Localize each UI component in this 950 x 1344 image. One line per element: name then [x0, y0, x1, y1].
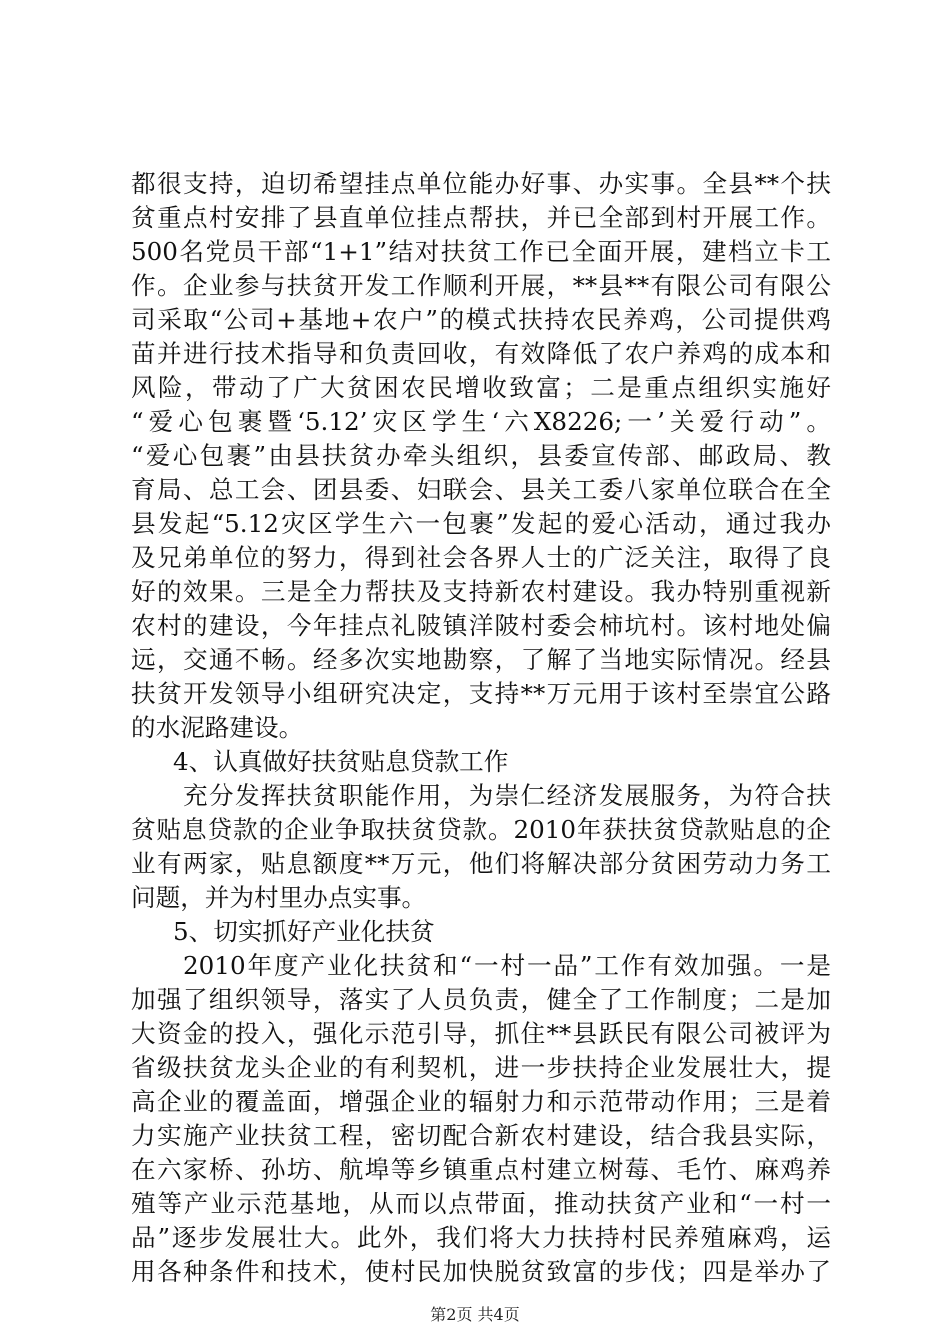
- section-heading: 4、认真做好扶贫贴息贷款工作: [173, 747, 509, 776]
- paragraph-line: 扶贫开发领导小组研究决定，支持**万元用于该村至崇宜公路: [131, 679, 831, 708]
- section-heading: 5、切实抓好产业化扶贫: [173, 917, 435, 946]
- paragraph-line: 贫重点村安排了县直单位挂点帮扶，并已全部到村开展工作。: [131, 203, 831, 232]
- paragraph-line: 殖等产业示范基地，从而以点带面，推动扶贫产业和“一村一: [131, 1189, 831, 1218]
- paragraph-line: 加强了组织领导，落实了人员负责，健全了工作制度；二是加: [131, 985, 831, 1014]
- page-number-footer: 第2页 共4页: [430, 1305, 520, 1324]
- paragraph-line: 远，交通不畅。经多次实地勘察，了解了当地实际情况。经县: [131, 645, 831, 674]
- paragraph-line: 高企业的覆盖面，增强企业的辐射力和示范带动作用；三是着: [131, 1087, 831, 1116]
- paragraph-line: 的水泥路建设。: [131, 713, 304, 742]
- paragraph-line: 农村的建设，今年挂点礼陂镇洋陂村委会柿坑村。该村地处偏: [131, 611, 831, 640]
- paragraph-line: 大资金的投入，强化示范引导，抓住**县跃民有限公司被评为: [131, 1019, 831, 1048]
- paragraph-line: “爱心包裹暨‘5.12’灾区学生‘六X8226;一’关爱行动”。: [131, 407, 831, 436]
- paragraph-line: 2010年度产业化扶贫和“一村一品”工作有效加强。一是: [183, 951, 831, 980]
- paragraph-line: 用各种条件和技术，使村民加快脱贫致富的步伐；四是举办了: [131, 1257, 831, 1286]
- paragraph-line: 好的效果。三是全力帮扶及支持新农村建设。我办特别重视新: [131, 577, 831, 606]
- paragraph-line: 都很支持，迫切希望挂点单位能办好事、办实事。全县**个扶: [131, 169, 831, 198]
- paragraph-line: 育局、总工会、团县委、妇联会、县关工委八家单位联合在全: [131, 475, 831, 504]
- paragraph-line: 作。企业参与扶贫开发工作顺利开展，**县**有限公司有限公: [131, 271, 831, 300]
- paragraph-line: 充分发挥扶贫职能作用，为崇仁经济发展服务，为符合扶: [183, 781, 831, 810]
- paragraph-line: 在六家桥、孙坊、航埠等乡镇重点村建立树莓、毛竹、麻鸡养: [131, 1155, 831, 1184]
- paragraph-line: 及兄弟单位的努力，得到社会各界人士的广泛关注，取得了良: [131, 543, 831, 572]
- paragraph-line: 贫贴息贷款的企业争取扶贫贷款。2010年获扶贫贷款贴息的企: [131, 815, 831, 844]
- paragraph-line: “爱心包裹”由县扶贫办牵头组织，县委宣传部、邮政局、教: [131, 441, 831, 470]
- paragraph-line: 省级扶贫龙头企业的有利契机，进一步扶持企业发展壮大，提: [131, 1053, 831, 1082]
- paragraph-line: 问题，并为村里办点实事。: [131, 883, 427, 912]
- paragraph-line: 司采取“公司+基地+农户”的模式扶持农民养鸡，公司提供鸡: [131, 305, 831, 334]
- paragraph-line: 品”逐步发展壮大。此外，我们将大力扶持村民养殖麻鸡，运: [131, 1223, 831, 1252]
- paragraph-line: 县发起“5.12灾区学生六一包裹”发起的爱心活动，通过我办: [131, 509, 831, 538]
- paragraph-line: 业有两家，贴息额度**万元，他们将解决部分贫困劳动力务工: [131, 849, 831, 878]
- paragraph-line: 苗并进行技术指导和负责回收，有效降低了农户养鸡的成本和: [131, 339, 831, 368]
- paragraph-line: 500名党员干部“1+1”结对扶贫工作已全面开展，建档立卡工: [131, 237, 831, 266]
- paragraph-line: 力实施产业扶贫工程，密切配合新农村建设，结合我县实际，: [131, 1121, 831, 1150]
- paragraph-line: 风险，带动了广大贫困农民增收致富；二是重点组织实施好: [131, 373, 831, 402]
